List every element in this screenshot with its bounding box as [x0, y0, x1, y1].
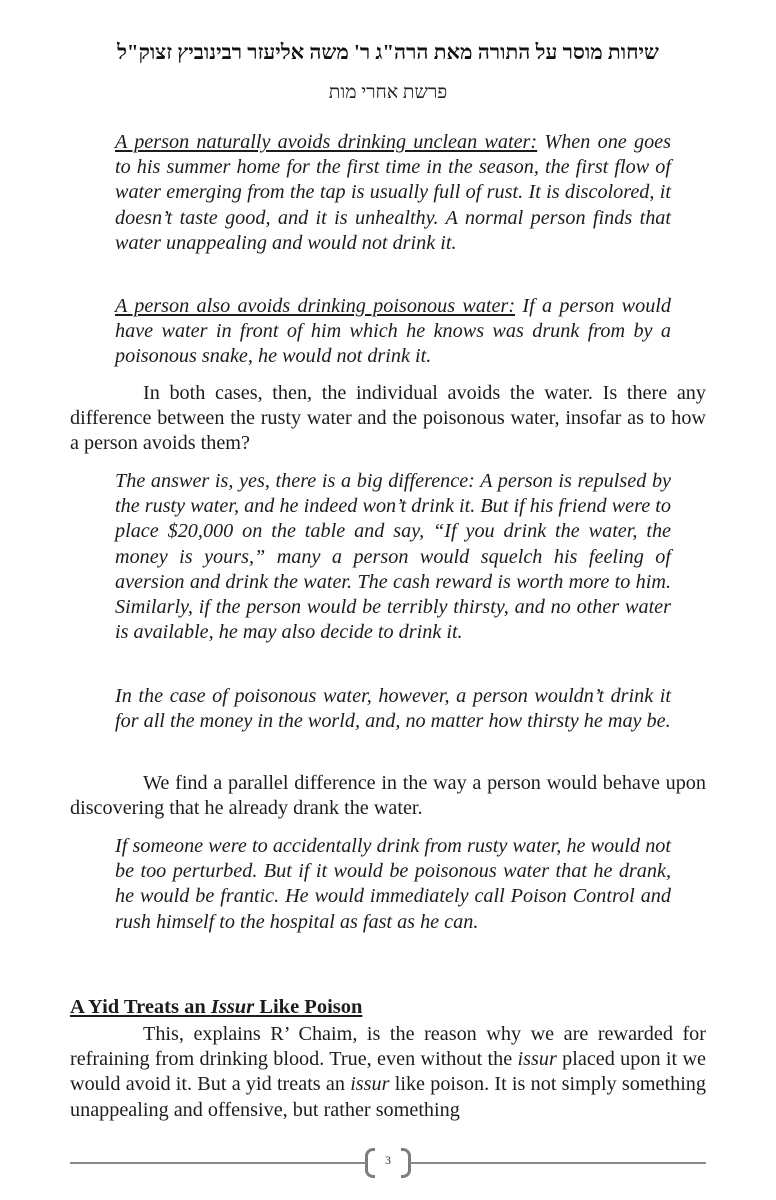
paragraph-text: If someone were to accidentally drink from rusty water, he would not be too perturbed. But if it would be poisonous water that he drank, he would be frantic. He would immediately call Poison Control and rush himself to the hospital as fast as he can.	[115, 835, 671, 933]
paragraph-accidental-drink	[115, 834, 671, 935]
paragraph-text: In the case of poisonous water, however, a person wouldn’t drink it for all the money in the world, and, no matter how thirsty he may be.	[115, 685, 671, 733]
paragraph-lead: A person naturally avoids drinking unclean water:	[115, 131, 538, 153]
paragraph-poisonous-water	[115, 294, 671, 370]
section-heading	[70, 996, 362, 1019]
footer-bracket-left-icon	[365, 1148, 375, 1178]
heading-text: A Yid Treats an	[70, 996, 211, 1018]
paragraph-text: like poison. It is not simply something unappealing and offensive, but rather something	[70, 1073, 706, 1121]
paragraph-text: This, explains R’ Chaim, is the reason why we are rewarded for refraining from drinking blood. True, even without the	[70, 1023, 706, 1071]
paragraph-both-cases	[70, 381, 706, 457]
paragraph-text: We find a parallel difference in the way a person would behave upon discovering that he already drank the water.	[70, 772, 706, 820]
italic-term: issur	[350, 1073, 390, 1096]
paragraph-text: placed upon it we would avoid it. But a yid treats an	[70, 1048, 707, 1096]
paragraph-text: When one goes to his summer home for the first time in the season, the first flow of water emerging from the tap is usually full of rust. It is discolored, it doesn’t taste good, and it is unhealthy. A normal person finds that water unappealing and would not drink it.	[115, 131, 671, 254]
heading-text: Like Poison	[254, 996, 363, 1018]
paragraph-lead: A person also avoids drinking poisonous water:	[115, 295, 516, 317]
paragraph-r-chaim	[70, 1022, 706, 1123]
italic-term: issur	[517, 1048, 557, 1071]
heading-italic-term: Issur	[210, 996, 255, 1018]
paragraph-text: In both cases, then, the individual avoids the water. Is there any difference between the rusty water and the poisonous water, insofar as to how a person avoids them?	[70, 382, 706, 455]
footer-bracket-right-icon	[401, 1148, 411, 1178]
paragraph-parallel-difference	[70, 771, 706, 821]
paragraph-answer	[115, 469, 671, 645]
footer-rule-left	[70, 1162, 366, 1164]
paragraph-poison-case	[115, 684, 671, 734]
footer-rule-right	[410, 1162, 706, 1164]
paragraph-unclean-water	[115, 130, 671, 256]
page-number: 3	[385, 1153, 391, 1167]
page-header-title: שיחות מוסר על התורה מאת הרה"ג ר' משה אליעזר רבינוביץ זצוק"ל	[117, 40, 659, 64]
paragraph-text: The answer is, yes, there is a big difference: A person is repulsed by the rusty water, and he indeed won’t drink it. But if his friend were to place $20,000 on the table and say, “If you drink the water, the money is yours,” many a person would squelch his feeling of aversion and drink the water. The cash reward is worth more to him. Similarly, if the person would be terribly thirsty, and no other water is available, he may also decide to drink it.	[115, 470, 671, 644]
page-header-parsha: פרשת אחרי מות	[328, 82, 448, 103]
paragraph-text: If a person would have water in front of him which he knows was drunk from by a poisonous snake, he would not drink it.	[115, 295, 672, 368]
